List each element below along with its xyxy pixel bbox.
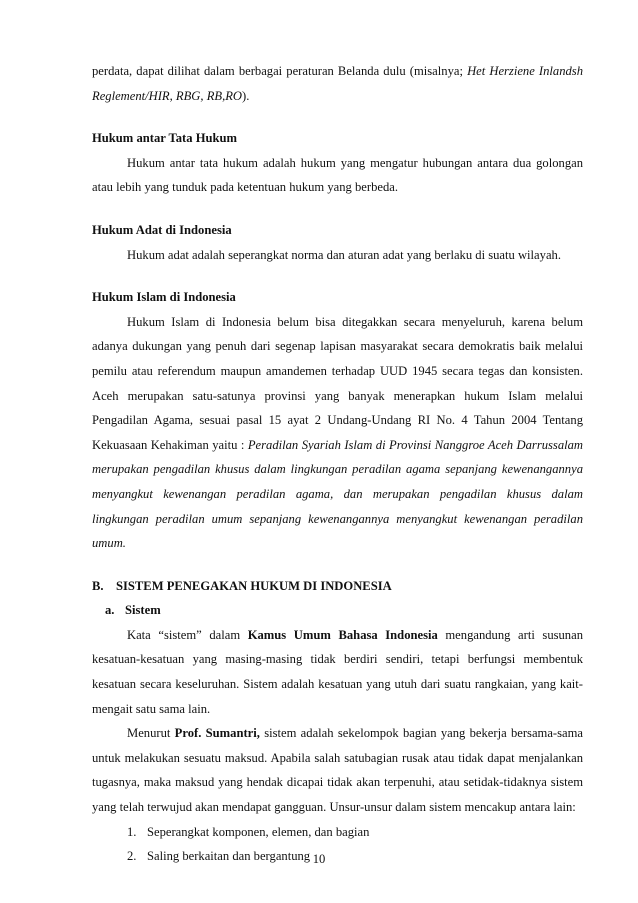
paragraph-menurut-sumantri	[92, 721, 583, 819]
kata-text-after: mengandung arti susunan kesatuan-kesatuan yang masing-masing tidak berdiri sendiri, tetapi berfungsi membentuk kesatuan secara keseluruhan. Sistem adalah kesatuan yang utuh dari suatu rangkaian, yang kait-mengait satu sama lain.	[92, 627, 583, 716]
section-b-title: SISTEM PENEGAKAN HUKUM DI INDONESIA	[116, 578, 392, 593]
subsection-a-title: Sistem	[125, 603, 161, 618]
section-b-number: B.	[92, 578, 104, 593]
page-number: 10	[312, 852, 326, 866]
subsection-a-number: a.	[105, 603, 115, 618]
paragraph-antar-tata-hukum: Hukum antar tata hukum adalah hukum yang mengatur hubungan antara dua golongan atau lebih yang tunduk pada ketentuan hukum yang berbeda.	[92, 155, 583, 195]
intro-end: ).	[242, 88, 250, 103]
list-item-number: 1.	[127, 824, 137, 839]
hukum-islam-quote: Peradilan Syariah Islam di Provinsi Nanggroe Aceh Darrussalam merupakan pengadilan khusus dalam lingkungan peradilan agama sepanjang kewenangannya menyangkut kewenangan peradilan agama, dan merupakan pengadilan khusus dalam lingkungan peradilan umum sepanjang kewenangannya menyangkut kewenangan peradilan umum.	[92, 437, 584, 551]
list-item	[92, 820, 583, 845]
menurut-text-before: Menurut	[127, 726, 175, 741]
page-content	[92, 59, 583, 869]
intro-paragraph	[92, 59, 583, 108]
menurut-text-after: sistem adalah sekelompok bagian yang bekerja bersama-sama untuk melakukan sesuatu maksud. Apabila salah satubagian rusak atau tidak dapat menjalankan tugasnya, maka maksud yang hendak dicapai tidak akan terpenuhi, atau setidak-tidaknya sistem yang telah terwujud akan mendapat gangguan. Unsur-unsur dalam sistem mencakup antara lain:	[92, 726, 584, 815]
subsection-a-heading	[92, 598, 583, 623]
intro-italic: Het Herziene Inlandsh Reglement/HIR, RBG, RB,RO	[92, 64, 583, 103]
paragraph-hukum-islam	[92, 310, 583, 556]
list-item-text: Saling berkaitan dan bergantung	[147, 849, 311, 864]
section-b-heading	[92, 574, 583, 599]
intro-text: perdata, dapat dilihat dalam berbagai peraturan Belanda dulu (misalnya;	[92, 64, 468, 78]
spacer	[92, 200, 583, 218]
spacer	[92, 556, 583, 574]
heading-antar-tata-hukum: Hukum antar Tata Hukum	[92, 131, 237, 146]
heading-hukum-islam: Hukum Islam di Indonesia	[92, 290, 236, 305]
list-item-number: 2.	[127, 849, 137, 864]
list-item-text: Seperangkat komponen, elemen, dan bagian	[147, 824, 370, 839]
spacer	[92, 267, 583, 285]
paragraph-kata-sistem	[92, 623, 583, 721]
kata-text-before: Kata “sistem” dalam	[127, 627, 248, 642]
menurut-bold-name: Prof. Sumantri,	[174, 726, 260, 741]
kata-bold-term: Kamus Umum Bahasa Indonesia	[247, 627, 438, 642]
hukum-islam-text: Hukum Islam di Indonesia belum bisa ditegakkan secara menyeluruh, karena belum adanya dukungan yang penuh dari segenap lapisan masyarakat secara demokratis baik melalui pemilu atau referendum maupun amandemen terhadap UUD 1945 secara tegas dan konsisten. Aceh merupakan satu-satunya provinsi yang banyak menerapkan hukum Islam melalui Pengadilan Agama, sesuai pasal 15 ayat 2 Undang-Undang RI No. 4 Tahun 2004 Tentang Kekuasaan Kehakiman yaitu :	[92, 314, 583, 452]
heading-hukum-adat: Hukum Adat di Indonesia	[92, 222, 232, 237]
spacer	[92, 108, 583, 126]
paragraph-hukum-adat: Hukum adat adalah seperangkat norma dan aturan adat yang berlaku di suatu wilayah.	[127, 247, 561, 262]
